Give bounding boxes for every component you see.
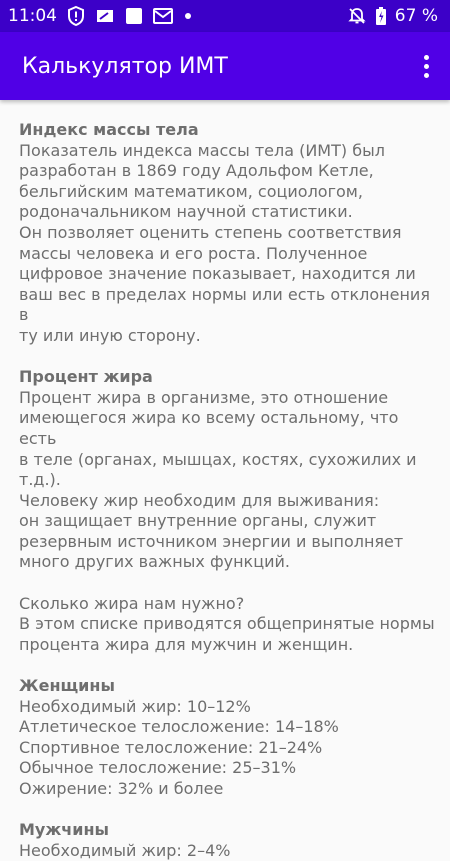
app-title: Калькулятор ИМТ xyxy=(22,53,228,79)
section-body-fat-norms: Сколько жира нам нужно? В этом списке приводятся общепринятые нормы процента жира для мужчин и женщин. xyxy=(19,593,435,654)
section-heading-women: Женщины xyxy=(19,676,115,696)
section-heading-men: Мужчины xyxy=(19,820,109,840)
dot-icon xyxy=(183,11,193,21)
more-vert-icon[interactable] xyxy=(416,46,436,86)
article-content[interactable] xyxy=(0,100,450,860)
shield-alert-icon xyxy=(67,6,85,26)
notifications-off-icon xyxy=(347,6,367,26)
list-item: Необходимый жир: 2–4% xyxy=(19,840,231,860)
square-notification-icon xyxy=(125,7,143,25)
section-body-fat-percent: Процент жира в организме, это отношение имеющегося жира ко всему остальному, что есть в теле (органах, мышцах, костях, сухожилих и т.д.). Человеку жир необходим для выживания: он защищает внутренние органы, служит резервным источником энергии и выполняет много других важных функций. xyxy=(19,387,417,572)
mail-icon xyxy=(153,8,173,24)
list-item: Спортивное телосложение: 21–24% xyxy=(19,737,323,757)
battery-charging-icon xyxy=(375,6,387,26)
sim-card-icon xyxy=(95,8,115,24)
app-bar xyxy=(0,32,450,100)
list-item: Обычное телосложение: 25–31% xyxy=(19,758,297,778)
section-body-bmi: Показатель индекса массы тела (ИМТ) был разработан в 1869 году Адольфом Кетле, бельгийским математиком, социологом, родоначальником научной статистики. Он позволяет оценить степень соответствия массы человека и его роста. Полученное цифровое значение показывает, находится ли ваш вес в пределах нормы или есть отклонения в ту или иную сторону. xyxy=(19,140,430,345)
section-heading-bmi: Индекс массы тела xyxy=(19,120,199,139)
list-item: Атлетическое телосложение: 14–18% xyxy=(19,717,339,737)
status-bar xyxy=(0,0,450,32)
status-time: 11:04 xyxy=(8,6,57,26)
list-item: Необходимый жир: 10–12% xyxy=(19,696,251,716)
list-item: Ожирение: 32% и более xyxy=(19,779,224,798)
section-heading-fat-percent: Процент жира xyxy=(19,367,153,387)
battery-percent: 67 % xyxy=(394,6,438,26)
